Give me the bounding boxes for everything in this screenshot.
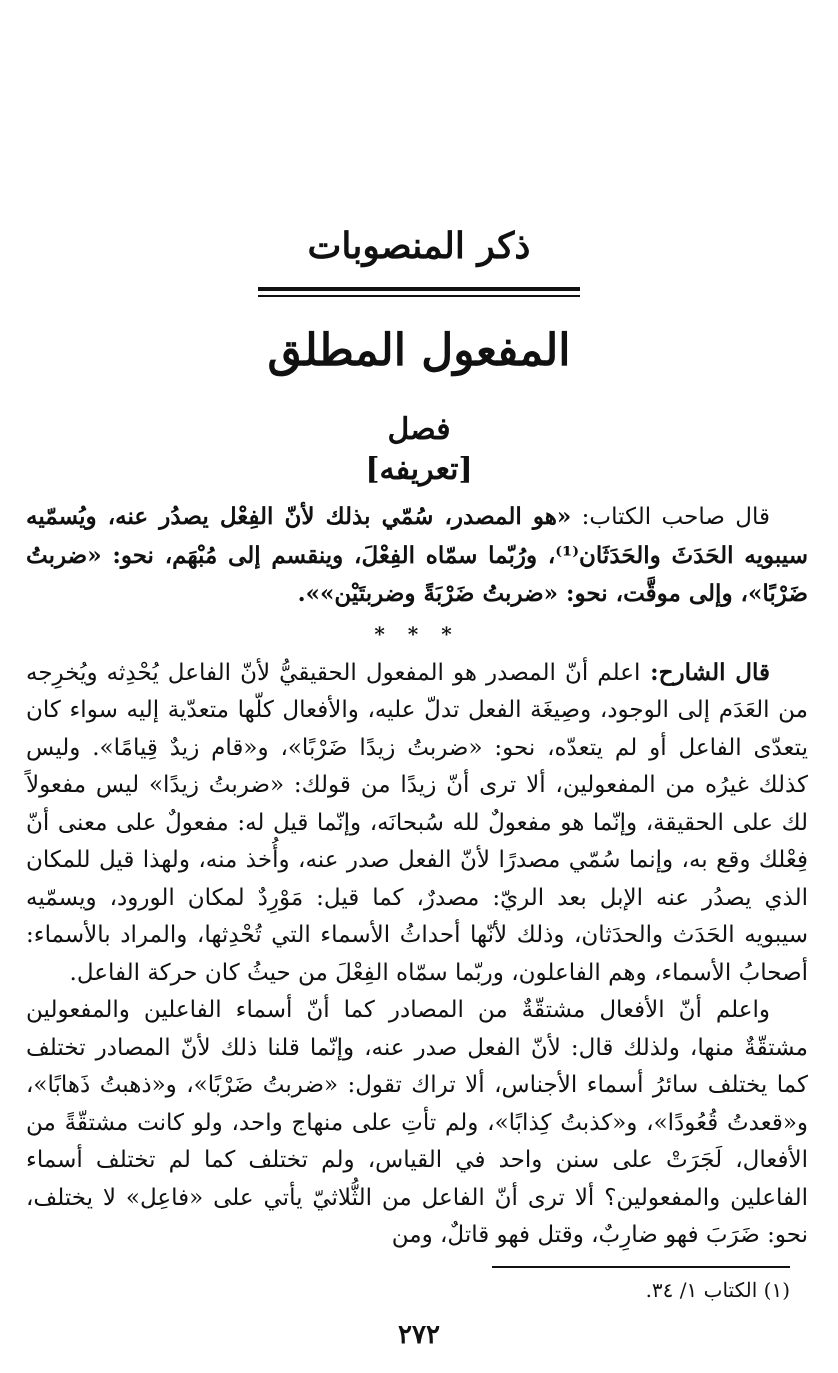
matn-paragraph [26,498,808,614]
chapter-title: المفعول المطلق [267,325,571,376]
page-number: ٢٧٢ [398,1320,440,1350]
separator-asterisks: * * * [374,621,460,646]
fasl-subtitle: [تعريفه] [365,452,473,487]
title-double-rule [258,287,580,297]
commentary-paragraph-1 [26,654,808,993]
commentary-paragraph-2: واعلم أنّ الأفعال مشتقّةٌ من المصادر كما أنّ أسماء الفاعلين والمفعولين مشتقّةٌ منها، ولذلك قال: لأنّ الفعل صدر عنه، وإنّما قلنا ذلك لأنّ المصادر تختلف كما يختلف سائرُ أسماء الأجناس، ألا تراك تقول: «ضربتُ ضَرْبًا»، و«ذهبتُ ذَهابًا»، و«قعدتُ قُعُودًا»، و«كذبتُ كِذابًا»، ولم تأتِ على منهاج واحد، ولو كانت مشتقّةً من الأفعال، لَجَرَتْ على سنن واحد في القياس، ولم تختلف كما لم تختلف أسماء الفاعلين والمفعولين؟ ألا ترى أنّ الفاعل من الثُّلاثيّ يأتي على «فاعِل» لا يختلف، نحو: ضَرَبَ فهو ضارِبٌ، وقتل فهو قاتلٌ، ومن [26,997,808,1248]
matn-intro: قال صاحب الكتاب: [571,504,771,530]
commentary-speaker: قال الشارح: [640,658,770,686]
section-title: ذكر المنصوبات [307,225,531,267]
fasl-heading: فصل [387,412,451,447]
title-rule-thick [258,287,580,291]
title-rule-thin [258,295,580,297]
footnote: (١) الكتاب ١/ ٣٤. [645,1278,790,1302]
commentary-text-1: اعلم أنّ المصدر هو المفعول الحقيقيُّ لأنّ الفاعل يُحْدِثه ويُخرِجه من العَدَم إلى الوجود، وصِيغَة الفعل تدلّ عليه، والأفعال كلّها متعدّية إليه سواء كان يتعدّى الفاعل أو لم يتعدّه، نحو: «ضربتُ زيدًا ضَرْبًا»، و«قام زيدٌ قِيامًا». وليس كذلك غيرُه من المفعولين، ألا ترى أنّ زيدًا من قولك: «ضربتُ زيدًا» ليس مفعولاً لك على الحقيقة، وإنّما هو مفعولٌ لله سُبحانَه، وإنّما قيل له: مفعولٌ على معنى أنّ فِعْلك وقع به، وإنما سُمّي مصدرًا لأنّ الفعل صدر عنه، وأُخذ منه، ولهذا قيل للمكان الذي يصدُر عنه الإبل بعد الريّ: مصدرٌ، كما قيل: مَوْرِدٌ لمكان الورود، ويسمّيه سيبويه الحَدَث والحدَثان، وذلك لأنّها أحداثُ الأسماء التي تُحْدِثها، والمراد بالأسماء: أصحابُ الأسماء، وهم الفاعلون، وربّما سمّاه الفِعْلَ من حيثُ كان حركة الفاعل. [26,659,808,986]
matn-quote: «هو المصدر، سُمّي بذلك لأنّ الفِعْل يصدُر عنه، ويُسمّيه سيبويه الحَدَثَ والحَدَثَان⁽¹⁾، ورُبّما سمّاه الفِعْلَ، وينقسم إلى مُبْهَم، نحو: «ضربتُ ضَرْبًا»، وإلى موقَّت، نحو: «ضربتُ ضَرْبَةً وضربتَيْن»». [26,503,809,607]
footnote-rule [492,1266,790,1268]
body-text [26,498,808,1255]
